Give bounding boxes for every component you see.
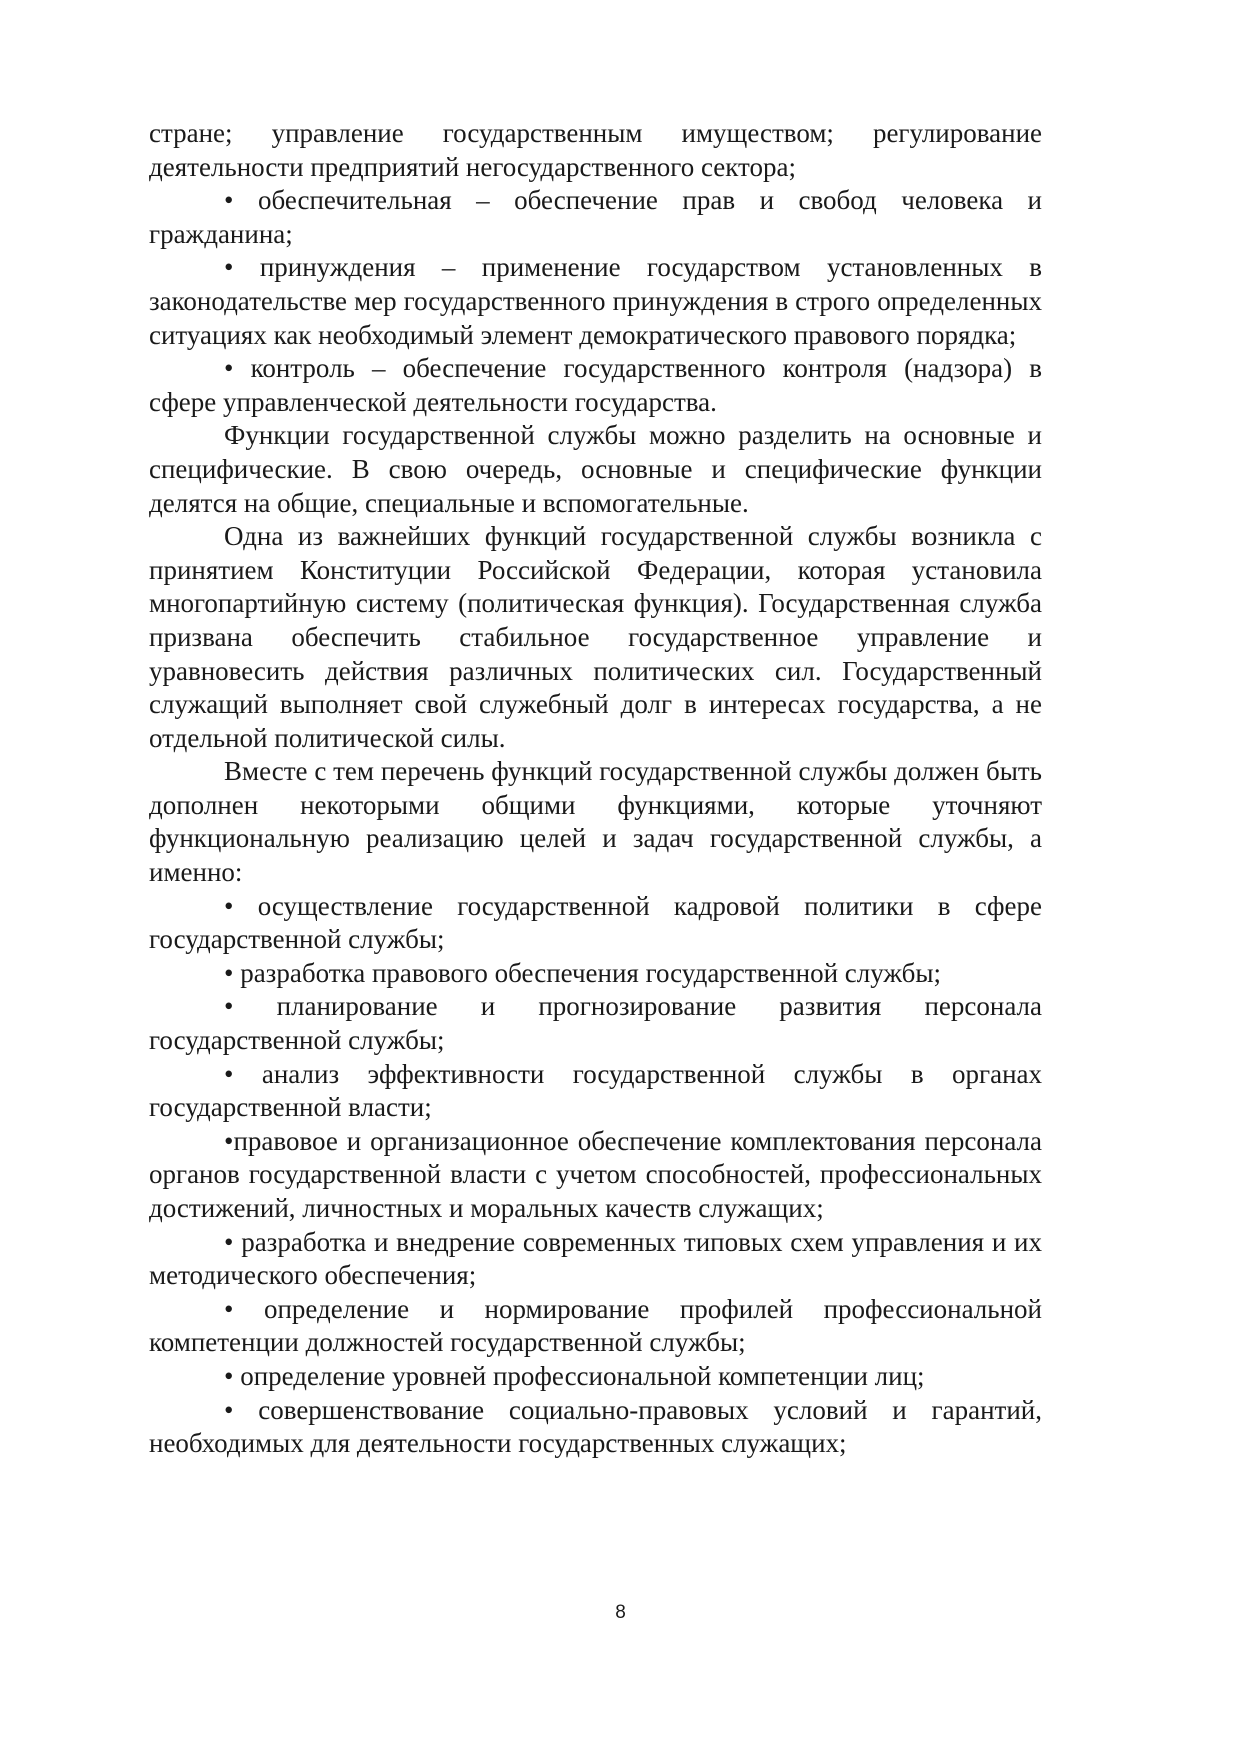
paragraph: • контроль – обеспечение государственного контроля (надзора) в сфере управленческой деятельности государства.: [149, 353, 1042, 417]
paragraph: • разработка и внедрение современных типовых схем управления и их методического обеспечения;: [149, 1226, 1042, 1291]
paragraph: Функции государственной службы можно разделить на основные и специфические. В свою очередь, основные и специфические функции делятся на общие, специальные и вспомогательные.: [149, 420, 1042, 518]
paragraph: Вместе с тем перечень функций государственной службы должен быть дополнен некоторыми общими функциями, которые уточняют функциональную реализацию целей и задач государственной службы, а именно:: [149, 756, 1042, 888]
paragraph: • определение и нормирование профилей профессиональной компетенции должностей государственной службы;: [149, 1293, 1042, 1358]
paragraph: • разработка правового обеспечения государственной службы;: [224, 957, 942, 988]
paragraph: • осуществление государственной кадровой политики в сфере государственной службы;: [149, 890, 1042, 955]
paragraph: • планирование и прогнозирование развития персонала государственной службы;: [149, 991, 1042, 1056]
paragraph: • совершенствование социально-правовых условий и гарантий, необходимых для деятельности государственных служащих;: [149, 1394, 1042, 1459]
paragraph: • принуждения – применение государством установленных в законодательстве мер государственного принуждения в строго определенных ситуациях как необходимый элемент демократического правового порядка;: [149, 252, 1042, 350]
text-body: [149, 117, 1042, 1461]
paragraph: стране; управление государственным имуществом; регулирование деятельности предприятий негосударственного сектора;: [149, 118, 1042, 182]
paragraph: • определение уровней профессиональной компетенции лиц;: [224, 1360, 925, 1391]
paragraph: Одна из важнейших функций государственной службы возникла с принятием Конституции Российской Федерации, которая установила многопартийную систему (политическая функция). Государственная служба призвана обеспечить стабильное государственное управление и уравновесить действия различных политических сил. Государственный служащий выполняет свой служебный долг в интересах государства, а не отдельной политической силы.: [149, 521, 1042, 753]
paragraph: • анализ эффективности государственной службы в органах государственной власти;: [149, 1058, 1042, 1123]
page-number: 8: [615, 1602, 626, 1623]
paragraph: •правовое и организационное обеспечение комплектования персонала органов государственной власти с учетом способностей, профессиональных достижений, личностных и моральных качеств служащих;: [149, 1125, 1042, 1223]
paragraph: • обеспечительная – обеспечение прав и свобод человека и гражданина;: [149, 185, 1042, 249]
